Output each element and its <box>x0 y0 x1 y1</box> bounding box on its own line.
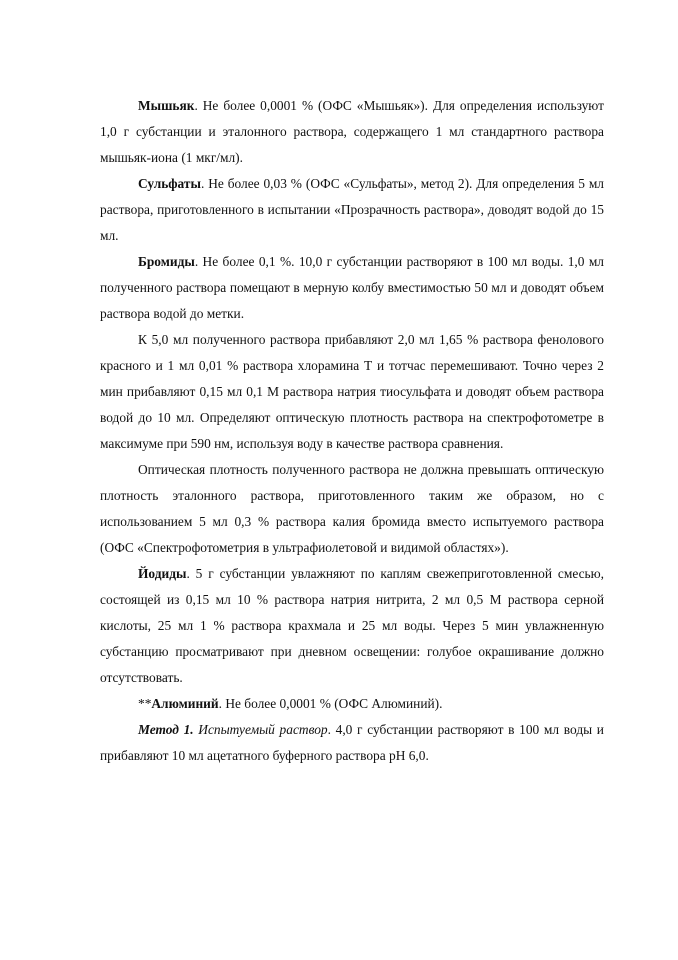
paragraph-text: Оптическая плотность полученного раствора не должна превышать оптическую плотность эталонного раствора, приготовленного таким же образом, но с использованием 5 мл 0,3 % раствора калия бромида вместо испытуемого раствора (ОФС «Спектрофотометрия в ультрафиолетовой и видимой областях»). <box>100 462 604 555</box>
paragraph-arsenic <box>100 93 604 171</box>
paragraph-bromides-criterion <box>100 457 604 561</box>
document-page <box>100 93 604 769</box>
paragraph-aluminium <box>100 691 604 717</box>
section-heading-iodides: Йодиды <box>138 566 187 581</box>
paragraph-method-1 <box>100 717 604 769</box>
paragraph-bromides <box>100 249 604 327</box>
section-heading-arsenic: Мышьяк <box>138 98 195 113</box>
footnote-mark: ** <box>138 696 152 711</box>
paragraph-text: . Не более 0,0001 % (ОФС «Мышьяк»). Для определения используют 1,0 г субстанции и эталонного раствора, содержащего 1 мл стандартного раствора мышьяк-иона (1 мкг/мл). <box>100 98 604 165</box>
paragraph-sulfates <box>100 171 604 249</box>
paragraph-text: . Не более 0,03 % (ОФС «Сульфаты», метод 2). Для определения 5 мл раствора, приготовленного в испытании «Прозрачность раствора», доводят водой до 15 мл. <box>100 176 604 243</box>
section-heading-sulfates: Сульфаты <box>138 176 201 191</box>
paragraph-text: . 5 г субстанции увлажняют по каплям свежеприготовленной смесью, состоящей из 0,15 мл 10 % раствора натрия нитрита, 2 мл 0,5 М раствора серной кислоты, 25 мл 1 % раствора крахмала и 25 мл воды. Через 5 мин увлажненную субстанцию просматривают при дневном освещении: голубое окрашивание должно отсутствовать. <box>100 566 604 685</box>
section-heading-aluminium: Алюминий <box>151 696 219 711</box>
paragraph-text: К 5,0 мл полученного раствора прибавляют 2,0 мл 1,65 % раствора фенолового красного и 1 мл 0,01 % раствора хлорамина Т и тотчас перемешивают. Точно через 2 мин прибавляют 0,15 мл 0,1 М раствора натрия тиосульфата и доводят объем раствора водой до 10 мл. Определяют оптическую плотность раствора на спектрофотометре в максимуме при 590 нм, используя воду в качестве раствора сравнения. <box>100 332 604 451</box>
paragraph-text: . Не более 0,1 %. 10,0 г субстанции растворяют в 100 мл воды. 1,0 мл полученного раствора помещают в мерную колбу вместимостью 50 мл и доводят объем раствора водой до метки. <box>100 254 604 321</box>
paragraph-iodides <box>100 561 604 691</box>
paragraph-text: . 4,0 г субстанции растворяют в 100 мл воды и прибавляют 10 мл ацетатного буферного раствора рН 6,0. <box>100 722 604 763</box>
test-solution-label: Испытуемый раствор <box>198 722 328 737</box>
section-heading-bromides: Бромиды <box>138 254 195 269</box>
paragraph-text: . Не более 0,0001 % (ОФС Алюминий). <box>218 696 443 711</box>
method-heading: Метод 1. <box>138 722 199 737</box>
paragraph-bromides-procedure <box>100 327 604 457</box>
